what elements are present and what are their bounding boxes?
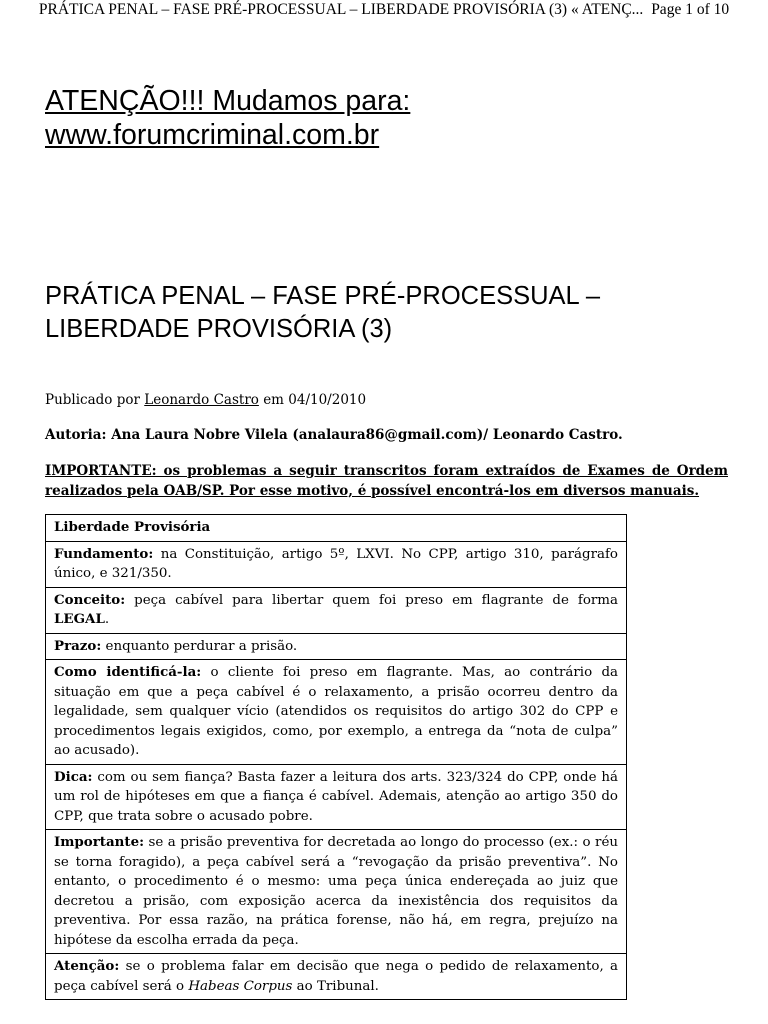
atencao-cell	[46, 954, 627, 1000]
byline-date: em 04/10/2010	[258, 392, 367, 408]
table-row	[46, 830, 627, 954]
table-row	[46, 515, 627, 542]
prazo-cell	[46, 633, 627, 660]
fundamento-cell	[46, 541, 627, 587]
table-row	[46, 541, 627, 587]
conceito-emphasis: LEGAL	[54, 611, 105, 627]
conceito-cell	[46, 587, 627, 633]
fundamento-label: Fundamento:	[54, 545, 154, 562]
como-identificar-cell	[46, 660, 627, 765]
post-title-line1: PRÁTICA PENAL – FASE PRÉ-PROCESSUAL –	[45, 282, 601, 310]
table-row	[46, 587, 627, 633]
byline-prefix: Publicado por	[45, 392, 140, 408]
table-row	[46, 660, 627, 765]
dica-cell	[46, 764, 627, 830]
atencao-end: ao Tribunal.	[292, 978, 379, 994]
site-moved-notice	[45, 84, 410, 152]
authorship-line: Autoria: Ana Laura Nobre Vilela (analaura86@gmail.com)/ Leonardo Castro.	[45, 427, 623, 443]
page-number: Page 1 of 10	[651, 1, 730, 18]
post-title-line2: LIBERDADE PROVISÓRIA (3)	[45, 315, 393, 343]
atencao-text: se o problema falar em decisão que nega o pedido de relaxamento, a peça cabível será o	[54, 959, 618, 994]
print-header	[0, 0, 768, 20]
summary-table	[45, 514, 627, 1000]
author-link[interactable]: Leonardo Castro	[144, 392, 259, 408]
conceito-end: .	[104, 612, 110, 627]
table-row	[46, 954, 627, 1000]
post-byline	[45, 390, 366, 410]
dica-label: Dica:	[54, 768, 93, 785]
dica-text: com ou sem fiança? Basta fazer a leitura dos arts. 323/324 do CPP, onde há um rol de hipóteses em que a fiança é cabível. Ademais, atenção ao artigo 350 do CPP, que trata sobre o acusado pobre.	[54, 769, 618, 824]
habeas-corpus-italic: Habeas Corpus	[188, 978, 293, 994]
fundamento-text: na Constituição, artigo 5º, LXVI. No CPP, artigo 310, parágrafo único, e 321/350.	[54, 546, 618, 581]
prazo-text: enquanto perdurar a prisão.	[101, 638, 298, 654]
atencao-label: Atenção:	[54, 958, 120, 974]
como-identificar-label: Como identificá-la:	[54, 664, 202, 680]
notice-text: ATENÇÃO!!! Mudamos para:	[45, 85, 411, 117]
prazo-label: Prazo:	[54, 637, 102, 654]
importante-text: se a prisão preventiva for decretada ao longo do processo (ex.: o réu se torna foragido), a peça cabível será a “revogação da prisão preventiva”. No entanto, o procedimento é o mesmo: uma peça única endereçada ao juiz que decretou a prisão, com exposição acerca da inexistência dos requisitos da preventiva. Por essa razão, na prática forense, não há, em regra, prejuízo na hipótese da escolha errada da peça.	[54, 835, 618, 948]
conceito-label: Conceito:	[54, 591, 126, 608]
table-heading: Liberdade Provisória	[46, 515, 627, 542]
conceito-text: peça cabível para libertar quem foi preso em flagrante de forma	[125, 592, 618, 608]
importante-cell	[46, 830, 627, 954]
table-row	[46, 764, 627, 830]
important-note: IMPORTANTE: os problemas a seguir transcritos foram extraídos de Exames de Ordem realizados pela OAB/SP. Por esse motivo, é possível encontrá-los em diversos manuais.	[45, 463, 728, 499]
post-title	[45, 280, 735, 346]
importante-label: Importante:	[54, 834, 145, 850]
print-header-title: PRÁTICA PENAL – FASE PRÉ-PROCESSUAL – LIBERDADE PROVISÓRIA (3) « ATENÇ...	[38, 1, 644, 18]
new-site-link[interactable]: www.forumcriminal.com.br	[45, 119, 380, 151]
table-row	[46, 633, 627, 660]
como-identificar-text: o cliente foi preso em flagrante. Mas, ao contrário da situação em que a peça cabível é o relaxamento, a prisão ocorreu dentro da legalidade, sem qualquer vício (atendidos os requisitos do artigo 302 do CPP e procedimentos legais exigidos, como, por exemplo, a entrega da “nota de culpa” ao acusado).	[54, 665, 618, 758]
